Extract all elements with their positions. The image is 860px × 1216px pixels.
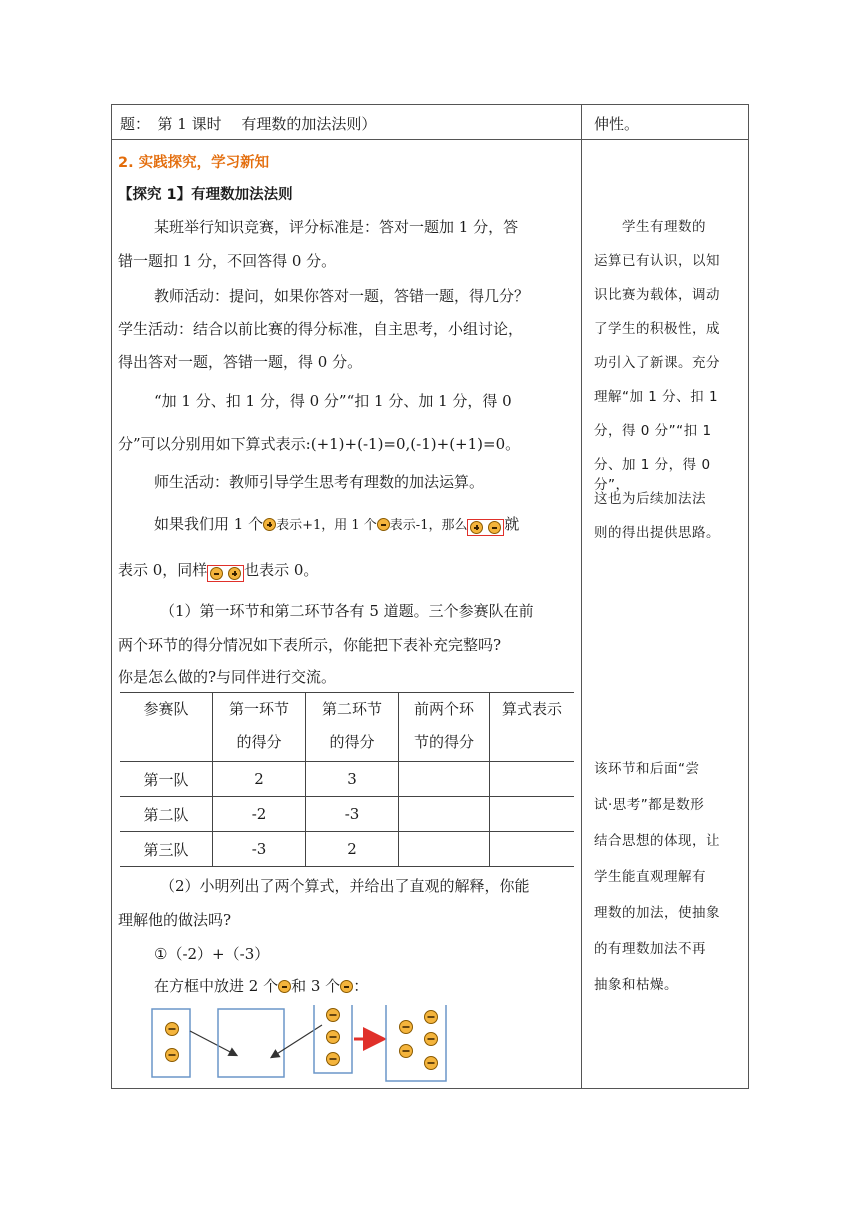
table-cell: 3	[306, 762, 399, 797]
minus-coin-icon	[400, 1021, 413, 1034]
table-cell	[490, 832, 575, 867]
table-cell: 第三队	[120, 832, 213, 867]
text-span: 表示 0，同样	[118, 561, 208, 579]
table-cell	[490, 797, 575, 832]
table-header-cell	[120, 693, 213, 762]
table-cell	[399, 797, 490, 832]
side-note-line: 运算已有认识，以知	[594, 253, 720, 269]
header-text: 第一环节	[228, 700, 289, 718]
text-span: 和 3 个	[291, 977, 341, 995]
text-span: 如果我们用 1 个	[154, 515, 264, 533]
box-two-negatives	[152, 1009, 190, 1077]
header-text: 参赛队	[143, 700, 189, 718]
table-row	[120, 832, 574, 867]
table-row	[120, 797, 574, 832]
paragraph-line: “加 1 分、扣 1 分，得 0 分”“扣 1 分、加 1 分，得 0	[154, 392, 512, 410]
explore-title: 【探究 1】有理数加法法则	[118, 187, 293, 203]
table-cell: 第一队	[120, 762, 213, 797]
table-cell	[399, 762, 490, 797]
minus-coin-icon	[210, 567, 223, 580]
column-divider	[581, 105, 582, 1088]
text-span: 表示-1，那么	[389, 518, 468, 533]
minus-coin-icon	[425, 1033, 438, 1046]
text-span: 表示+1，用 1 个	[276, 518, 377, 533]
table-cell: 第二队	[120, 797, 213, 832]
side-note-line: 识比赛为载体，调动	[594, 287, 720, 303]
table-cell: 2	[306, 832, 399, 867]
minus-coin-icon	[400, 1045, 413, 1058]
side-note-line: 抽象和枯燥。	[594, 977, 678, 993]
side-note-line: 理解“加 1 分、扣 1	[594, 389, 719, 405]
table-header-cell	[490, 693, 575, 762]
minus-coin-icon	[278, 980, 291, 993]
minus-coin-icon	[425, 1057, 438, 1070]
paragraph-line: 师生活动：教师引导学生思考有理数的加法运算。	[154, 473, 485, 491]
header-text: 算式表示	[501, 700, 562, 718]
header-left: 题： 第 1 课时 有理数的加法法则）	[120, 115, 377, 133]
paragraph-line: 分”可以分别用如下算式表示:(+1)+(-1)=0,(-1)+(+1)=0。	[118, 435, 521, 453]
table-header-cell	[306, 693, 399, 762]
minus-coin-icon	[327, 1009, 340, 1022]
paragraph-line: （2）小明列出了两个算式，并给出了直观的解释，你能	[160, 877, 530, 895]
minus-coin-icon	[166, 1023, 179, 1036]
formula-line: ①（-2）+（-3）	[154, 945, 270, 963]
table-cell: -2	[213, 797, 306, 832]
side-note-line: 该环节和后面“尝	[594, 761, 700, 777]
header-text: 第二环节	[321, 700, 382, 718]
side-note-line: 则的得出提供思路。	[594, 525, 720, 541]
text-span: 就	[504, 515, 520, 533]
side-note-line: 试·思考”都是数形	[594, 797, 705, 813]
box-instruction-line	[154, 975, 368, 996]
paragraph-line: 理解他的做法吗?	[118, 911, 232, 929]
side-note-line: 学生有理数的	[594, 219, 706, 235]
table-cell	[399, 832, 490, 867]
side-note-line: 这也为后续加法法	[594, 491, 706, 507]
table-header-cell	[213, 693, 306, 762]
text-span: 在方框中放进 2 个	[154, 977, 279, 995]
table-cell: -3	[213, 832, 306, 867]
header-text: 的得分	[329, 733, 375, 751]
side-note-line: 了学生的积极性，成	[594, 321, 720, 337]
section-title: 2. 实践探究，学习新知	[118, 155, 270, 171]
side-note-line: 分，得 0 分”“扣 1	[594, 423, 712, 439]
plus-coin-icon	[228, 567, 241, 580]
table-cell: 2	[213, 762, 306, 797]
text-span: ：	[353, 977, 369, 995]
arrow-icon	[190, 1031, 236, 1055]
paragraph-line: 得出答对一题，答错一题，得 0 分。	[118, 353, 363, 371]
paragraph-line: 某班举行知识竞赛，评分标准是：答对一题加 1 分，答	[154, 218, 519, 236]
score-table	[120, 692, 574, 867]
minus-coin-icon	[340, 980, 353, 993]
table-cell: -3	[306, 797, 399, 832]
empty-box	[218, 1009, 284, 1077]
header-text: 节的得分	[413, 733, 474, 751]
minus-coin-icon	[425, 1011, 438, 1024]
minus-coin-icon	[327, 1053, 340, 1066]
table-header-cell	[399, 693, 490, 762]
header-text: 前两个环	[413, 700, 474, 718]
header-right: 伸性。	[594, 115, 640, 133]
header-divider	[112, 139, 748, 140]
minus-plus-pair-box	[207, 565, 244, 582]
side-note-line: 的有理数加法不再	[594, 941, 706, 957]
side-note-line: 理数的加法，使抽象	[594, 905, 720, 921]
paragraph-line: 两个环节的得分情况如下表所示，你能把下表补充完整吗?	[118, 636, 502, 654]
plus-minus-pair-box	[467, 519, 504, 536]
lesson-table	[111, 104, 749, 1089]
table-header-row	[120, 693, 574, 762]
minus-coin-icon	[488, 521, 501, 534]
side-note-line: 分、加 1 分，得 0 分”，	[594, 457, 711, 493]
paragraph-line: 教师活动：提问，如果你答对一题，答错一题，得几分？	[154, 287, 530, 305]
side-note-line: 结合思想的体现，让	[594, 833, 720, 849]
side-note-line: 功引入了新课。充分	[594, 355, 720, 371]
paragraph-line: 学生活动：结合以前比赛的得分标准，自主思考，小组讨论，	[118, 320, 524, 338]
paragraph-line: 错一题扣 1 分，不回答得 0 分。	[118, 252, 337, 270]
box-three-negatives	[314, 1005, 352, 1073]
paragraph-line: 你是怎么做的?与同伴进行交流。	[118, 668, 337, 686]
text-span: 也表示 0。	[244, 561, 319, 579]
plus-coin-icon	[263, 518, 276, 531]
paragraph-line: （1）第一环节和第二环节各有 5 道题。三个参赛队在前	[160, 602, 534, 620]
plus-coin-icon	[470, 521, 483, 534]
coin-explanation-line	[118, 559, 318, 582]
minus-coin-icon	[327, 1031, 340, 1044]
minus-coin-icon	[377, 518, 390, 531]
box-five-negatives	[386, 1005, 446, 1081]
coin-box-diagram	[148, 1005, 458, 1085]
header-text: 的得分	[236, 733, 282, 751]
coin-explanation-line	[154, 513, 519, 536]
table-cell	[490, 762, 575, 797]
minus-coin-icon	[166, 1049, 179, 1062]
table-row	[120, 762, 574, 797]
side-note-line: 学生能直观理解有	[594, 869, 706, 885]
